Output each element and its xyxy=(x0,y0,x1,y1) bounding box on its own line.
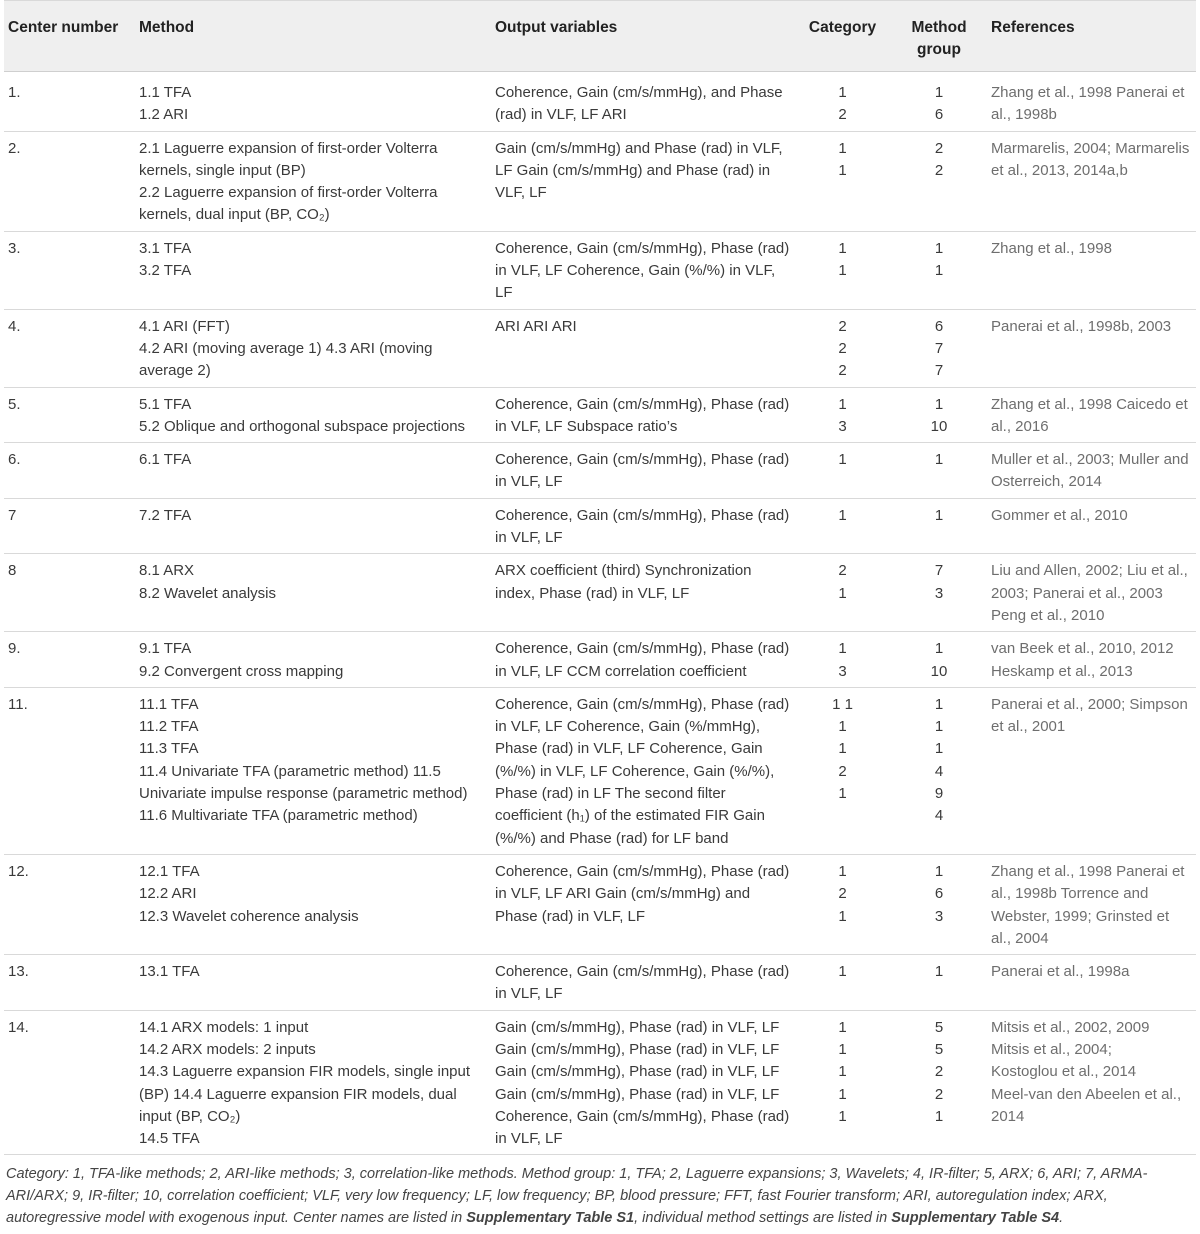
table-row xyxy=(4,443,1196,499)
table-row xyxy=(4,955,1196,1011)
cell-output: Coherence, Gain (cm/s/mmHg), Phase (rad) in VLF, LF xyxy=(491,443,794,499)
header-row xyxy=(4,1,1196,72)
caption-supplementary-s1: Supplementary Table S1 xyxy=(466,1210,635,1227)
cell-center: 7 xyxy=(4,498,135,554)
cell-references: Liu and Allen, 2002; Liu et al., 2003; Panerai et al., 2003 Peng et al., 2010 xyxy=(987,554,1196,632)
cell-output: Coherence, Gain (cm/s/mmHg), Phase (rad) in VLF, LF xyxy=(491,955,794,1011)
cell-center: 2. xyxy=(4,131,135,231)
cell-group: 5 5 2 2 1 xyxy=(891,1010,987,1155)
header-output-variables: Output variables xyxy=(491,1,794,72)
cell-category: 2 1 xyxy=(794,554,891,632)
table-row xyxy=(4,1010,1196,1155)
cell-output: Coherence, Gain (cm/s/mmHg), Phase (rad) in VLF, LF Coherence, Gain (%/%) in VLF, LF xyxy=(491,231,794,309)
cell-method: 14.1 ARX models: 1 input 14.2 ARX models: 2 inputs 14.3 Laguerre expansion FIR models, single input (BP) 14.4 Laguerre expansion FIR models, dual input (BP, CO₂) 14.5 TFA xyxy=(135,1010,491,1155)
table-row xyxy=(4,854,1196,954)
cell-method: 3.1 TFA 3.2 TFA xyxy=(135,231,491,309)
table-row xyxy=(4,131,1196,231)
cell-category: 1 xyxy=(794,955,891,1011)
cell-references: Muller et al., 2003; Muller and Osterreich, 2014 xyxy=(987,443,1196,499)
cell-category: 1 1 xyxy=(794,131,891,231)
cell-references: Zhang et al., 1998 Caicedo et al., 2016 xyxy=(987,387,1196,443)
cell-output: Coherence, Gain (cm/s/mmHg), Phase (rad) in VLF, LF ARI Gain (cm/s/mmHg) and Phase (rad) in VLF, LF xyxy=(491,854,794,954)
methods-table xyxy=(4,0,1196,1155)
cell-references: Panerai et al., 1998a xyxy=(987,955,1196,1011)
table-row xyxy=(4,632,1196,688)
cell-method: 12.1 TFA 12.2 ARI 12.3 Wavelet coherence analysis xyxy=(135,854,491,954)
table-row xyxy=(4,387,1196,443)
cell-method: 8.1 ARX 8.2 Wavelet analysis xyxy=(135,554,491,632)
cell-method: 1.1 TFA 1.2 ARI xyxy=(135,72,491,132)
cell-category: 1 1 1 1 1 xyxy=(794,1010,891,1155)
cell-method: 9.1 TFA 9.2 Convergent cross mapping xyxy=(135,632,491,688)
cell-method: 7.2 TFA xyxy=(135,498,491,554)
cell-category: 1 3 xyxy=(794,632,891,688)
table-header xyxy=(4,1,1196,72)
cell-category: 1 xyxy=(794,498,891,554)
cell-center: 9. xyxy=(4,632,135,688)
cell-group: 1 6 3 xyxy=(891,854,987,954)
cell-output: Coherence, Gain (cm/s/mmHg), Phase (rad) in VLF, LF xyxy=(491,498,794,554)
cell-output: Gain (cm/s/mmHg) and Phase (rad) in VLF, LF Gain (cm/s/mmHg) and Phase (rad) in VLF, LF xyxy=(491,131,794,231)
header-method: Method xyxy=(135,1,491,72)
caption-text-1: Category: 1, TFA-like methods; 2, ARI-like methods; 3, correlation-like methods. Method group: 1, TFA; 2, Laguerre expansions; 3, Wavelets; 4, IR-filter; 5, ARX; 6, ARI; 7, ARMA-ARI/ARX; 9, IR-filter; 10, correlation coefficient; VLF, very low frequency; LF, low frequency; BP, blood pressure; FFT, fast Fourier transform; ARI, autoregulation index; ARX, autoregressive model with exogenous input. Center names are listed in xyxy=(6,1166,1148,1227)
cell-references: Zhang et al., 1998 Panerai et al., 1998b Torrence and Webster, 1999; Grinsted et al., 2004 xyxy=(987,854,1196,954)
cell-method: 13.1 TFA xyxy=(135,955,491,1011)
cell-output: Coherence, Gain (cm/s/mmHg), Phase (rad) in VLF, LF CCM correlation coefficient xyxy=(491,632,794,688)
cell-center: 3. xyxy=(4,231,135,309)
cell-references: Zhang et al., 1998 xyxy=(987,231,1196,309)
header-center-number: Center number xyxy=(4,1,135,72)
cell-category: 1 3 xyxy=(794,387,891,443)
cell-category: 1 1 xyxy=(794,231,891,309)
header-category: Category xyxy=(794,1,891,72)
cell-category: 2 2 2 xyxy=(794,309,891,387)
cell-references: Gommer et al., 2010 xyxy=(987,498,1196,554)
cell-output: Gain (cm/s/mmHg), Phase (rad) in VLF, LF Gain (cm/s/mmHg), Phase (rad) in VLF, LF Gain (cm/s/mmHg), Phase (rad) in VLF, LF Gain (cm/s/mmHg), Phase (rad) in VLF, LF Coherence, Gain (cm/s/mmHg), Phase (rad) in VLF, LF xyxy=(491,1010,794,1155)
table-row xyxy=(4,498,1196,554)
cell-references: Marmarelis, 2004; Marmarelis et al., 2013, 2014a,b xyxy=(987,131,1196,231)
cell-center: 1. xyxy=(4,72,135,132)
cell-group: 7 3 xyxy=(891,554,987,632)
caption-text-2: , individual method settings are listed in xyxy=(634,1210,892,1227)
cell-center: 5. xyxy=(4,387,135,443)
cell-group: 1 1 xyxy=(891,231,987,309)
cell-references: van Beek et al., 2010, 2012 Heskamp et al., 2013 xyxy=(987,632,1196,688)
table-row xyxy=(4,309,1196,387)
cell-group: 6 7 7 xyxy=(891,309,987,387)
cell-output: ARX coefficient (third) Synchronization index, Phase (rad) in VLF, LF xyxy=(491,554,794,632)
cell-group: 2 2 xyxy=(891,131,987,231)
caption-supplementary-s4: Supplementary Table S4 xyxy=(891,1210,1060,1227)
cell-output: ARI ARI ARI xyxy=(491,309,794,387)
table-row xyxy=(4,231,1196,309)
table-body xyxy=(4,72,1196,1155)
caption-text-3: . xyxy=(1059,1210,1064,1227)
cell-center: 6. xyxy=(4,443,135,499)
cell-output: Coherence, Gain (cm/s/mmHg), and Phase (rad) in VLF, LF ARI xyxy=(491,72,794,132)
cell-group: 1 10 xyxy=(891,387,987,443)
table-caption xyxy=(6,1163,1194,1229)
cell-method: 4.1 ARI (FFT) 4.2 ARI (moving average 1) 4.3 ARI (moving average 2) xyxy=(135,309,491,387)
cell-references: Zhang et al., 1998 Panerai et al., 1998b xyxy=(987,72,1196,132)
cell-category: 1 1 1 1 2 1 xyxy=(794,687,891,854)
cell-method: 6.1 TFA xyxy=(135,443,491,499)
table-row xyxy=(4,687,1196,854)
cell-method: 2.1 Laguerre expansion of first-order Volterra kernels, single input (BP) 2.2 Laguerre expansion of first-order Volterra kernels, dual input (BP, CO₂) xyxy=(135,131,491,231)
cell-group: 1 1 1 4 9 4 xyxy=(891,687,987,854)
cell-output: Coherence, Gain (cm/s/mmHg), Phase (rad) in VLF, LF Subspace ratio’s xyxy=(491,387,794,443)
cell-group: 1 10 xyxy=(891,632,987,688)
table-row xyxy=(4,72,1196,132)
cell-category: 1 2 1 xyxy=(794,854,891,954)
cell-group: 1 xyxy=(891,955,987,1011)
cell-center: 8 xyxy=(4,554,135,632)
cell-references: Panerai et al., 2000; Simpson et al., 2001 xyxy=(987,687,1196,854)
cell-method: 5.1 TFA 5.2 Oblique and orthogonal subspace projections xyxy=(135,387,491,443)
cell-output: Coherence, Gain (cm/s/mmHg), Phase (rad) in VLF, LF Coherence, Gain (%/mmHg), Phase (rad) in VLF, LF Coherence, Gain (%/%) in VLF, LF Coherence, Gain (%/%), Phase (rad) in LF The second filter coefficient (h₁) of the estimated FIR Gain (%/%) and Phase (rad) for LF band xyxy=(491,687,794,854)
cell-center: 14. xyxy=(4,1010,135,1155)
header-method-group: Method group xyxy=(891,1,987,72)
cell-group: 1 xyxy=(891,443,987,499)
cell-category: 1 xyxy=(794,443,891,499)
header-references: References xyxy=(987,1,1196,72)
cell-group: 1 6 xyxy=(891,72,987,132)
cell-group: 1 xyxy=(891,498,987,554)
cell-references: Mitsis et al., 2002, 2009 Mitsis et al., 2004; Kostoglou et al., 2014 Meel-van den Abeelen et al., 2014 xyxy=(987,1010,1196,1155)
cell-center: 12. xyxy=(4,854,135,954)
cell-center: 13. xyxy=(4,955,135,1011)
cell-center: 4. xyxy=(4,309,135,387)
cell-category: 1 2 xyxy=(794,72,891,132)
cell-center: 11. xyxy=(4,687,135,854)
cell-references: Panerai et al., 1998b, 2003 xyxy=(987,309,1196,387)
table-row xyxy=(4,554,1196,632)
cell-method: 11.1 TFA 11.2 TFA 11.3 TFA 11.4 Univariate TFA (parametric method) 11.5 Univariate impulse response (parametric method) 11.6 Multivariate TFA (parametric method) xyxy=(135,687,491,854)
